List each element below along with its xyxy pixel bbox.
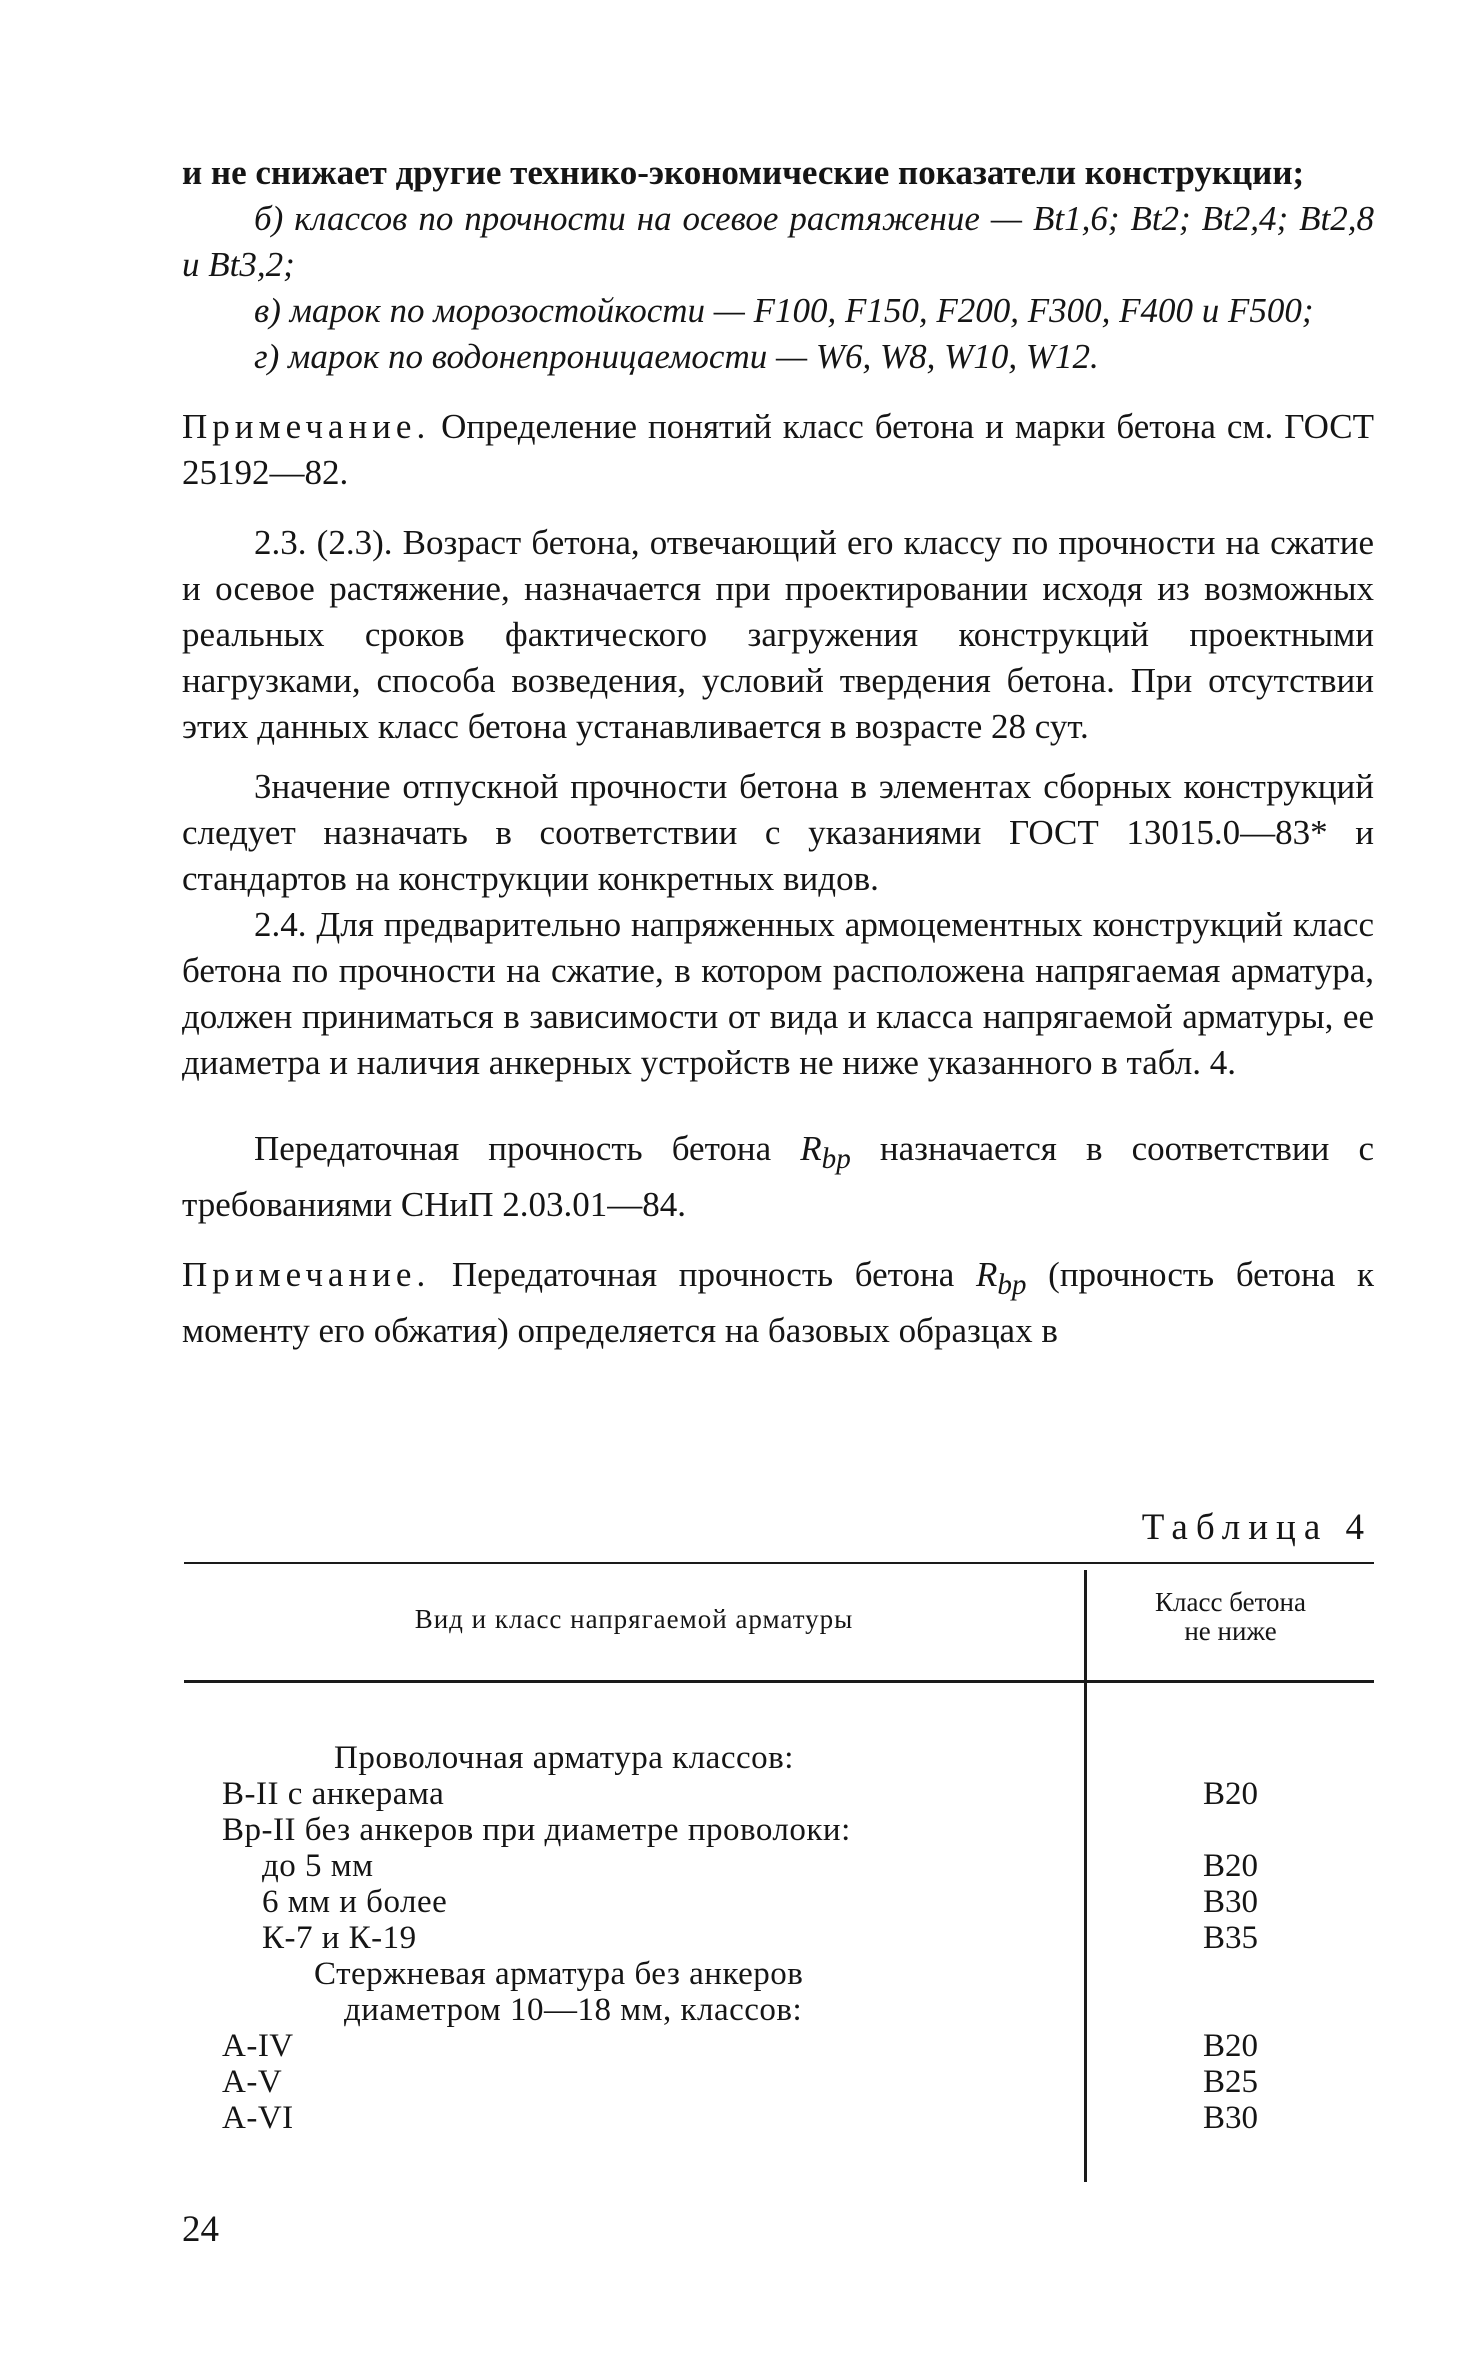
paragraph-transfer-strength: Передаточная прочность бетона $R_{bp}$ назначается в соответствии с требованиями СНиП 2.03.01—84. [182, 1129, 1374, 1224]
table-header-rule [184, 1680, 1374, 1683]
paragraph-continuation: и не снижает другие технико-экономические показатели конструкции; [182, 153, 1305, 192]
table-row [184, 1992, 1374, 2029]
table-caption: Таблица 4 [1141, 1507, 1372, 1548]
row-label: 6 мм и более [262, 1884, 448, 1920]
table-4 [184, 1562, 1374, 2182]
table-row [184, 1812, 1374, 1849]
row-label: К-7 и К-19 [262, 1920, 417, 1956]
table-row [184, 2100, 1374, 2137]
row-label: В-II с анкерама [222, 1776, 445, 1812]
table-top-rule [184, 1562, 1374, 1564]
note-label: Примечание. [182, 1255, 431, 1294]
row-value: В20 [1202, 1776, 1258, 1812]
section-2-3: 2.3. (2.3). Возраст бетона, отвечающий его классу по прочности на сжатие и осевое растяжение, назначается при проектировании исходя из возможных реальных сроков фактического загружения конструкций проектными нагрузками, способа возведения, условий твердения бетона. При отсутствии этих данных класс бетона устанавливается в возрасте 28 сут. [182, 523, 1374, 746]
symbol-r: R [975, 1255, 998, 1294]
row-value: В30 [1202, 2100, 1258, 2136]
row-label: Вр-II без анкеров при диаметре проволоки: [222, 1812, 851, 1848]
row-value: В30 [1202, 1884, 1258, 1920]
page-text [182, 150, 1374, 1354]
list-item-v: в) марок по морозостойкости — F100, F150, F200, F300, F400 и F500; [254, 291, 1314, 330]
note-label: Примечание. [182, 407, 431, 446]
symbol-subscript: bp [997, 1269, 1027, 1301]
table-row [184, 1920, 1374, 1957]
list-item-b: б) классов по прочности на осевое растяжение — Bt1,6; Bt2; Bt2,4; Bt2,8 и Bt3,2; [182, 199, 1374, 284]
row-label: диаметром 10—18 мм, классов: [344, 1992, 803, 2028]
table-row [184, 2028, 1374, 2065]
row-value: В20 [1202, 1848, 1258, 1884]
row-value: В25 [1202, 2064, 1258, 2100]
row-label: A-VI [222, 2100, 294, 2136]
page-number: 24 [182, 2209, 219, 2250]
section-2-4: 2.4. Для предварительно напряженных армоцементных конструкций класс бетона по прочности на сжатие, в котором расположена напрягаемая арматура, должен приниматься в зависимости от вида и класса напрягаемой арматуры, ее диаметра и наличия анкерных устройств не ниже указанного в табл. 4. [182, 905, 1374, 1082]
table-header-reinforcement: Вид и класс напрягаемой арматуры [414, 1604, 854, 1634]
note-2: Примечание. Передаточная прочность бетона $R_{bp}$ (прочность бетона к моменту его обжатия) определяется на базовых образцах в [182, 1255, 1374, 1350]
row-label: до 5 мм [262, 1848, 374, 1884]
note-text: Определение понятий класс бетона и марки бетона см. ГОСТ 25192—82. [182, 407, 1374, 492]
row-value: В35 [1202, 1920, 1258, 1956]
row-label: A-IV [222, 2028, 294, 2064]
row-label: Стержневая арматура без анкеров [314, 1956, 804, 1992]
list-item-g: г) марок по водонепроницаемости — W6, W8, W10, W12. [254, 337, 1099, 376]
table-row [184, 1956, 1374, 1993]
table-header-concrete-class: Класс бетона не ниже [1155, 1587, 1306, 1646]
symbol-subscript: bp [821, 1143, 851, 1175]
symbol-r: R [800, 1129, 822, 1168]
table-row [184, 1884, 1374, 1921]
table-row [184, 1848, 1374, 1885]
note-1 [182, 404, 1374, 496]
row-value: В20 [1202, 2028, 1258, 2064]
row-label: Проволочная арматура классов: [334, 1740, 794, 1776]
table-row [184, 2064, 1374, 2101]
table-row [184, 1776, 1374, 1813]
paragraph-release-strength: Значение отпускной прочности бетона в элементах сборных конструкций следует назначать в соответствии с указаниями ГОСТ 13015.0—83* и стандартов на конструкции конкретных видов. [182, 767, 1374, 898]
table-row [184, 1740, 1374, 1777]
row-label: A-V [222, 2064, 283, 2100]
